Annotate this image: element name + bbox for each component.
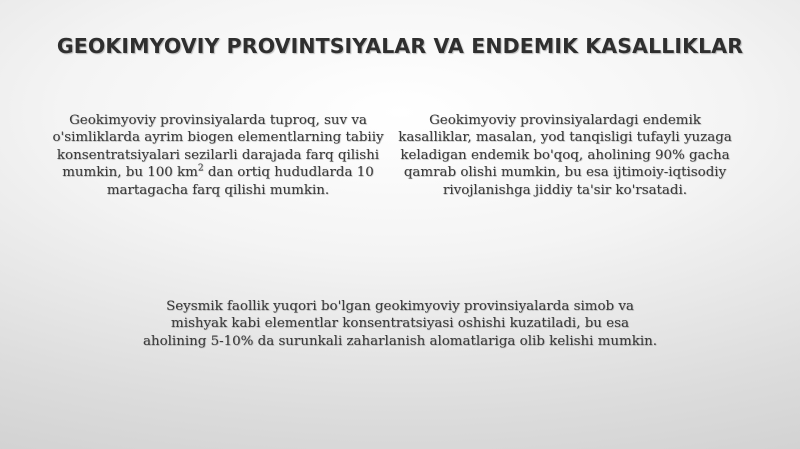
- left-paragraph: [48, 112, 388, 199]
- left-paragraph-text-end: dan ortiq hududlarda 10 martagacha farq qilishi mumkin.: [106, 165, 374, 198]
- left-paragraph-text: Geokimyoviy provinsiyalarda tuproq, suv va o'simliklarda ayrim biogen elementlarning tabiiy konsentratsiyalari sezilarli darajada farq qilishi mumkin, bu 100 km: [52, 113, 384, 181]
- right-paragraph: Geokimyoviy provinsiyalardagi endemik kasalliklar, masalan, yod tanqisligi tufayli yuzaga keladigan endemik bo'qoq, aholining 90% gacha qamrab olishi mumkin, bu esa ijtimoiy-iqtisodiy rivojlanishga jiddiy ta'sir ko'rsatadi.: [398, 113, 732, 198]
- left-paragraph-superscript: 2: [197, 163, 204, 174]
- bottom-paragraph: Seysmik faollik yuqori bo'lgan geokimyoviy provinsiyalarda simob va mishyak kabi elementlar konsentratsiyasi oshishi kuzatiladi, bu esa aholining 5-10% da surunkali zaharlanish alomatlariga olib kelishi mumkin.: [142, 299, 658, 349]
- slide-title: GEOKIMYOVIY PROVINTSIYALAR VA ENDEMIK KASALLIKLAR: [56, 34, 744, 58]
